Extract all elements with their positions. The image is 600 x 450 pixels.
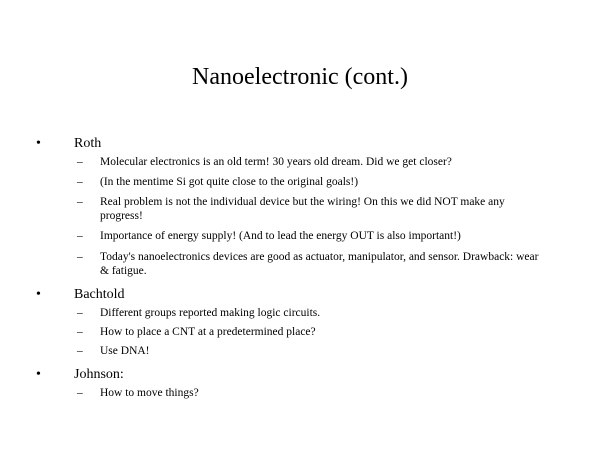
sub-bullet-text: (In the mentime Si got quite close to the original goals!) — [100, 176, 359, 188]
bullet-icon: • — [36, 136, 41, 151]
slide-title: Nanoelectronic (cont.) — [192, 64, 408, 90]
dash-icon: – — [77, 307, 83, 319]
sub-bullet — [77, 155, 547, 169]
dash-icon: – — [77, 156, 83, 168]
sub-bullet — [77, 195, 547, 223]
sub-bullet-text: Different groups reported making logic circuits. — [100, 307, 321, 319]
sub-bullet — [77, 175, 547, 189]
sub-bullet — [77, 306, 547, 320]
dash-icon: – — [77, 326, 83, 338]
bullet-label: Johnson: — [74, 367, 124, 382]
sub-bullet — [77, 229, 547, 243]
dash-icon: – — [77, 387, 83, 399]
sub-bullet-text: How to place a CNT at a predetermined place? — [100, 326, 316, 338]
sub-bullet — [77, 386, 547, 400]
sub-bullet — [77, 250, 547, 278]
dash-icon: – — [77, 251, 83, 263]
sub-bullet-text: Importance of energy supply! (And to lead the energy OUT is also important!) — [100, 230, 461, 242]
sub-bullet-text: Molecular electronics is an old term! 30 years old dream. Did we get closer? — [100, 156, 452, 168]
sub-bullet-text: How to move things? — [100, 387, 199, 399]
bullet-icon: • — [36, 287, 41, 302]
dash-icon: – — [77, 230, 83, 242]
sub-bullet-text: Real problem is not the individual device but the wiring! On this we did NOT make any progress! — [100, 196, 505, 222]
dash-icon: – — [77, 345, 83, 357]
sub-bullet — [77, 344, 547, 358]
sub-bullet-text: Today's nanoelectronics devices are good as actuator, manipulator, and sensor. Drawback: wear & fatigue. — [100, 251, 539, 277]
dash-icon: – — [77, 176, 83, 188]
bullet-icon: • — [36, 367, 41, 382]
sub-bullet-text: Use DNA! — [100, 345, 150, 357]
dash-icon: – — [77, 196, 83, 208]
bullet-label: Bachtold — [74, 287, 125, 302]
bullet-label: Roth — [74, 136, 102, 151]
sub-bullet — [77, 325, 547, 339]
